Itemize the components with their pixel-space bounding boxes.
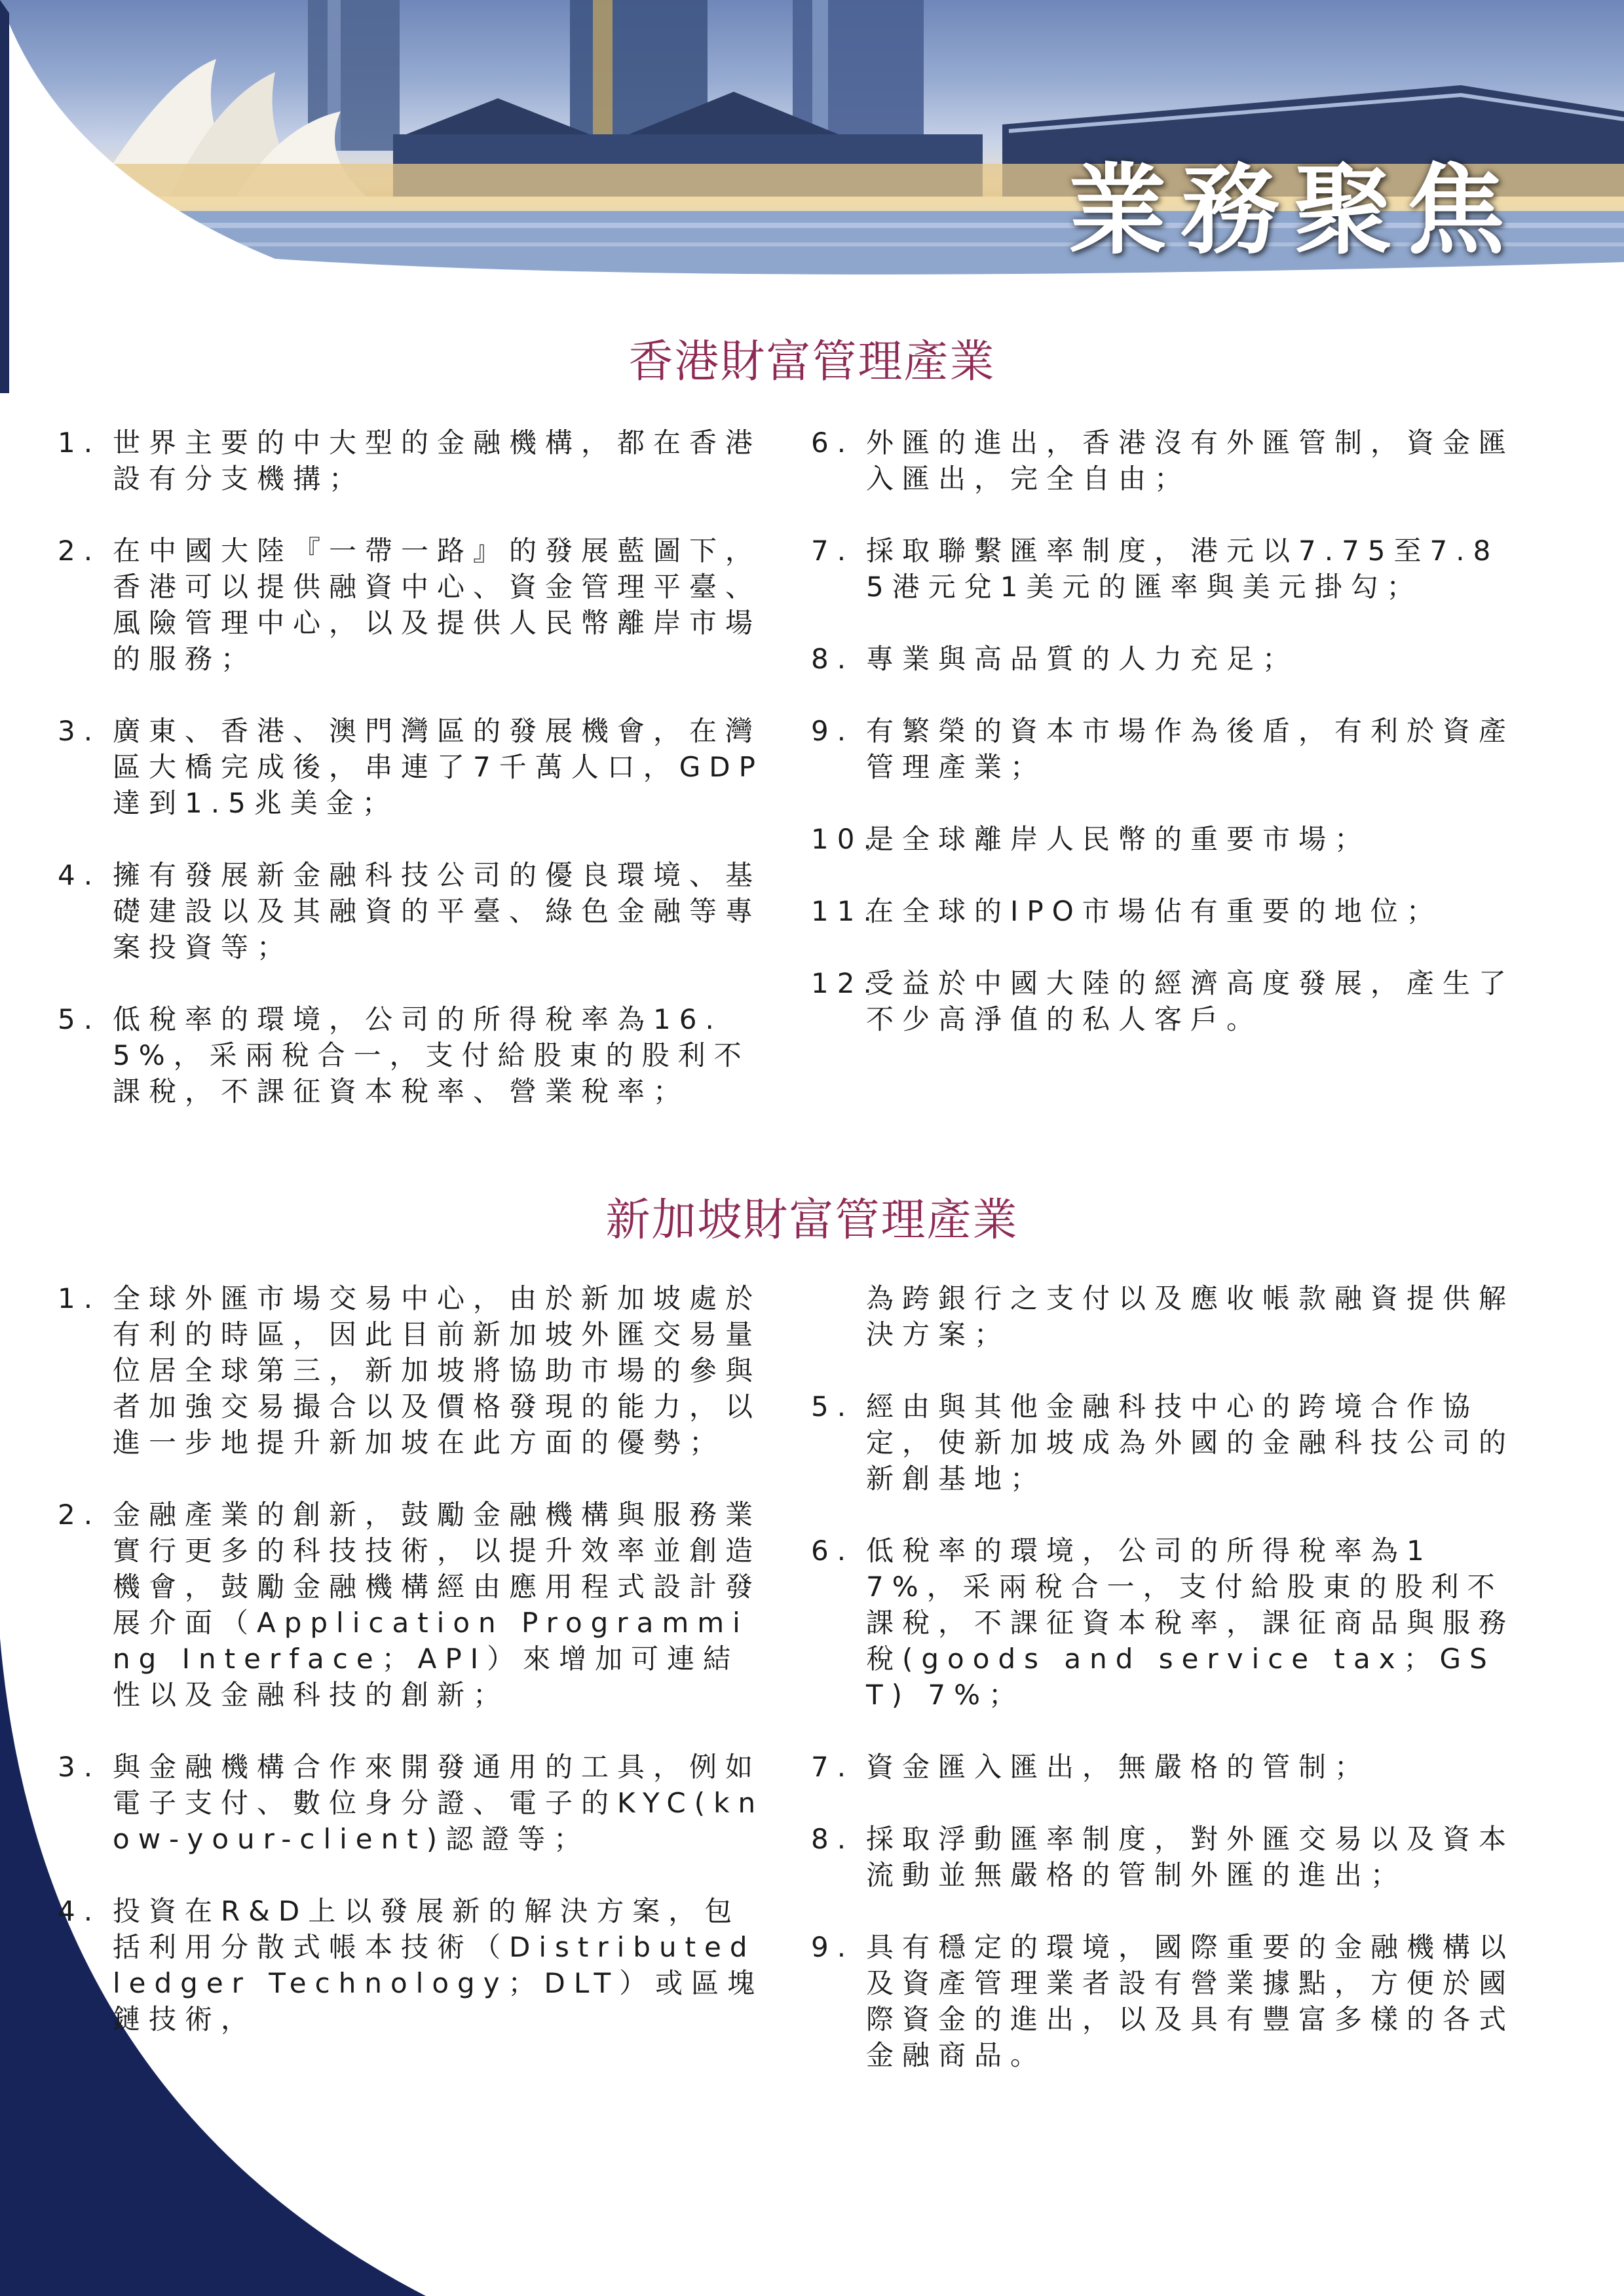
list-item: 12. 受益於中國大陸的經濟高度發展，產生了不少高淨值的私人客戶。 (811, 967, 1515, 1035)
list-item: 8. 專業與高品質的人力充足； (811, 643, 1299, 675)
list-item: 10. 是全球離岸人民幣的重要市場； (811, 823, 1371, 855)
list-item: 7. 資金匯入匯出，無嚴格的管制； (811, 1751, 1371, 1783)
list-item: 2. 在中國大陸『一帶一路』的發展藍圖下，香港可以提供融資中心、資金管理平臺、風險管理中心，以及提供人民幣離岸市場的服務； (58, 535, 762, 675)
list-item: 3. 廣東、香港、澳門灣區的發展機會，在灣區大橋完成後，串連了7千萬人口，GDP達到1.5兆美金； (58, 715, 764, 819)
list-item: 4. 投資在R&D上以發展新的解決方案，包括利用分散式帳本技術（Distributed ledger Technology；DLT）或區塊鏈技術， (58, 1895, 764, 2035)
list-item: 1. 世界主要的中大型的金融機構，都在香港設有分支機搆； (58, 427, 762, 495)
list-item: 3. 與金融機構合作來開發通用的工具，例如電子支付、數位身分證、電子的KYC(know-your-client)認證等； (58, 1751, 765, 1855)
hk-section-title: 香港財富管理產業 (628, 336, 996, 388)
list-item: 6. 低稅率的環境，公司的所得稅率為17%，采兩稅合一，支付給股東的股利不課稅，不課征資本稅率，課征商品與服務稅(goods and service tax；GST) 7%； (811, 1535, 1515, 1711)
list-item: 9. 有繁榮的資本市場作為後盾，有利於資產管理產業； (811, 715, 1515, 783)
hk-left-column (58, 425, 765, 1145)
list-item: 8. 採取浮動匯率制度，對外匯交易以及資本流動並無嚴格的管制外匯的進出； (811, 1823, 1515, 1891)
list-item: 2. 金融產業的創新，鼓勵金融機構與服務業實行更多的科技技術，以提升效率並創造機會，鼓勵金融機構經由應用程式設計發展介面（Application Programming Interface；API）來增加可連結性以及金融科技的創新； (58, 1499, 762, 1711)
list-item: 6. 外匯的進出，香港沒有外匯管制，資金匯入匯出，完全自由； (811, 427, 1515, 495)
list-item: 1. 全球外匯市場交易中心，由於新加坡處於有利的時區，因此目前新加坡外匯交易量位居全球第三，新加坡將協助市場的參與者加強交易撮合以及價格發現的能力，以進一步地提升新加坡在此方面的優勢； (58, 1282, 762, 1459)
list-item: 9. 具有穩定的環境，國際重要的金融機構以及資產管理業者設有營業據點，方便於國際資金的進出，以及具有豐富多樣的各式金融商品。 (811, 1931, 1515, 2071)
list-item: 5. 經由與其他金融科技中心的跨境合作協定，使新加坡成為外國的金融科技公司的新創基地； (811, 1390, 1515, 1495)
list-item: 4. 擁有發展新金融科技公司的優良環境、基礎建設以及其融資的平臺、綠色金融等專案投資等； (58, 859, 762, 963)
sg-right-column (811, 1280, 1525, 2109)
sg-left-column (58, 1280, 765, 2073)
page-heading: 業務聚焦 (1068, 154, 1519, 268)
list-item: 5. 低稅率的環境，公司的所得稅率為16.5%，采兩稅合一，支付給股東的股利不課稅，不課征資本稅率、營業稅率； (58, 1003, 750, 1107)
list-item: 7. 採取聯繫匯率制度，港元以7.75至7.85港元兌1美元的匯率與美元掛勾； (811, 535, 1500, 603)
hk-right-column (811, 425, 1525, 1073)
list-item: 11. 在全球的IPO市場佔有重要的地位； (811, 895, 1443, 927)
sg-section-title: 新加坡財富管理產業 (605, 1195, 1019, 1246)
list-item-continued: 為跨銀行之支付以及應收帳款融資提供解決方案； (866, 1282, 1515, 1350)
